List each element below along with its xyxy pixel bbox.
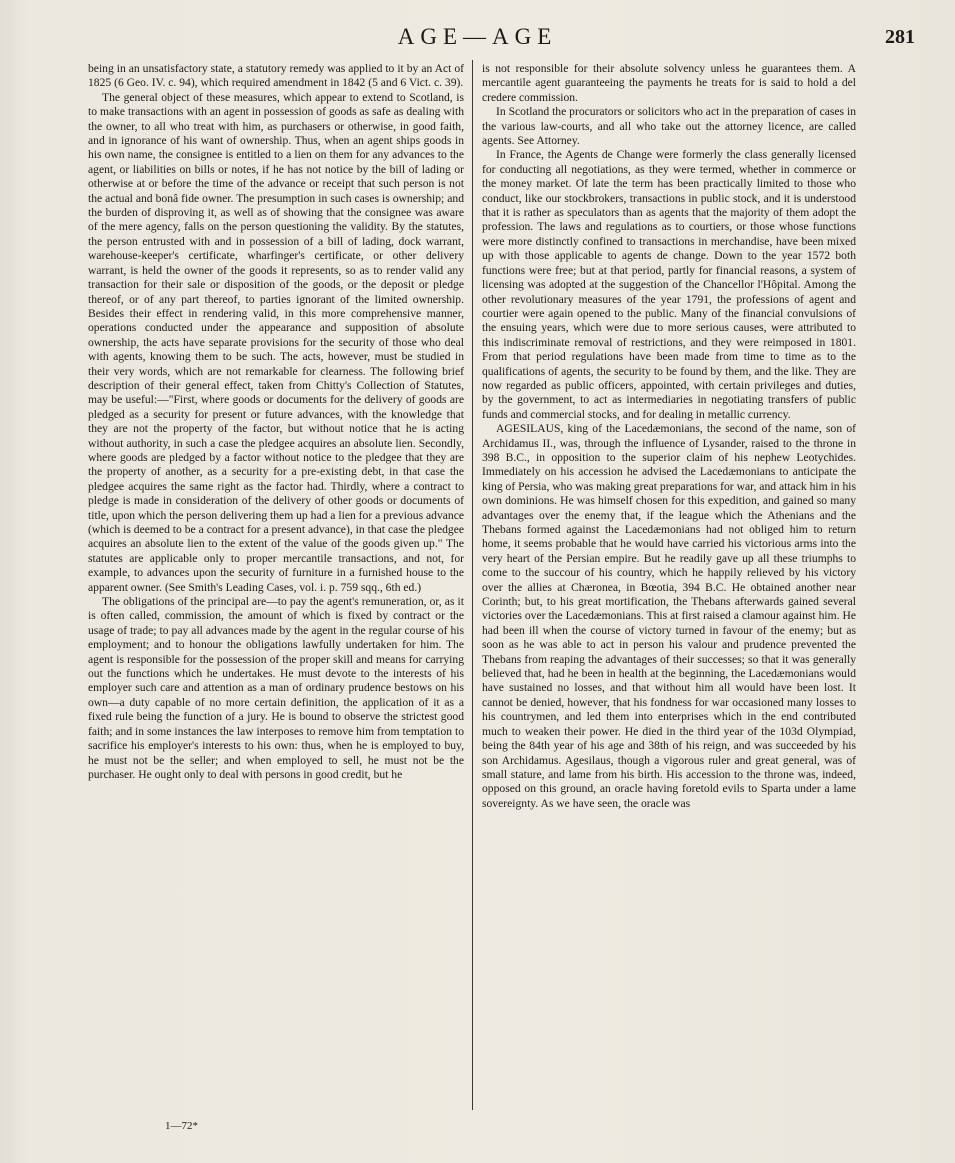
left-column bbox=[88, 62, 464, 782]
paragraph: being in an unsatisfactory state, a statutory remedy was applied to it by an Act of 1825 (6 Geo. IV. c. 94), which required amendment in 1842 (5 and 6 Vict. c. 39). bbox=[88, 62, 464, 90]
column-divider bbox=[472, 60, 473, 1110]
page-number: 281 bbox=[885, 26, 915, 48]
paragraph: In France, the Agents de Change were formerly the class generally licensed for conducting all negotiations, as they were termed, whether in commerce or the money market. Of late the term has been practically limited to those who conduct, like our stockbrokers, transactions in public stock, and it is understood that it is rather as speculators than as agents that the majority of them adopt the profession. The laws and regulations as to courtiers, or those whose functions were more distinctly confined to transactions in merchandise, have been mixed up with those applicable to agents de change. Down to the year 1572 both functions were free; but at that period, partly for financial reasons, a system of licensing was adopted at the suggestion of the Chancellor l'Hôpital. Among the other revolutionary measures of the year 1791, the professions of agent and courtier were again opened to the public. Many of the financial convulsions of the ensuing years, which were due to more serious causes, were attributed to this indiscriminate removal of restrictions, and they were reimposed in 1801. From that period regulations have been made from time to time as to the qualifications of agents, the security to be found by them, and the like. They are now regarded as public officers, appointed, with certain privileges and duties, by the government, to act as intermediaries in negotiating transfers of public funds and commercial stocks, and for dealing in metallic currency. bbox=[482, 148, 856, 421]
paragraph: The obligations of the principal are—to pay the agent's remuneration, or, as it is often called, commission, the amount of which is fixed by contract or the usage of trade; to pay all advances made by the agent in the regular course of his employment; and to honour the obligations lawfully undertaken for him. The agent is responsible for the possession of the proper skill and means for carrying out the functions which he undertakes. He must devote to the interests of his employer such care and attention as a man of ordinary prudence bestows on his own—a duty capable of no more certain definition, the application of it as a fixed rule being the function of a jury. He is bound to observe the strictest good faith; and in some instances the law interposes to remove him from temptation to sacrifice his employer's interests to his own: thus, when he is employed to buy, he must not be the seller; and when employed to sell, he must not be the purchaser. He ought only to deal with persons in good credit, but he bbox=[88, 595, 464, 781]
paragraph: In Scotland the procurators or solicitors who act in the preparation of cases in the various law-courts, and all who take out the attorney licence, are called agents. See Attorney. bbox=[482, 105, 856, 148]
paragraph: AGESILAUS, king of the Lacedæmonians, the second of the name, son of Archidamus II., was, through the influence of Lysander, raised to the throne in 398 B.C., in opposition to the superior claim of his nephew Leotychides. Immediately on his accession he advised the Lacedæmonians to anticipate the king of Persia, who was making great preparations for war, and attack him in his own dominions. He was himself chosen for this expedition, and gained so many advantages over the enemy that, if the league which the Athenians and the Thebans formed against the Lacedæmonians had not obliged him to return home, it seems probable that he would have carried his victorious arms into the very heart of the Persian empire. But he readily gave up all these triumphs to come to the succour of his country, which he happily relieved by his victory over the allies at Chæronea, in Bœotia, 394 B.C. He obtained another near Corinth; but, to his great mortification, the Thebans afterwards gained several victories over the Lacedæmonians. This at first raised a clamour against him. He had been ill when the course of victory turned in favour of the enemy; but as soon as he was able to act in person his valour and prudence prevented the Thebans from reaping the advantages of their successes; so that it was generally believed that, had he been in health at the beginning, the Lacedæmonians would have sustained no losses, and that without him all would have been lost. It cannot be denied, however, that his fondness for war occasioned many losses to his countrymen, and led them into enterprises which in the end contributed much to weaken their power. He died in the third year of the 103d Olympiad, being the 84th year of his age and 38th of his reign, and was succeeded by his son Archidamus. Agesilaus, though a vigorous ruler and great general, was of small stature, and lame from his birth. His accession to the throne was, indeed, opposed on this ground, an oracle having foretold evils to Sparta under a lame sovereignty. As we have seen, the oracle was bbox=[482, 422, 856, 810]
paragraph: is not responsible for their absolute solvency unless he guarantees them. A mercantile agent guaranteeing the payments he treats for is said to hold a del credere commission. bbox=[482, 62, 856, 104]
running-head: AGE—AGE bbox=[397, 24, 558, 49]
paragraph: The general object of these measures, which appear to extend to Scotland, is to make transactions with an agent in possession of goods as safe as dealing with the owner, to all who treat with him, as purchasers or otherwise, in good faith, and in ignorance of his want of ownership. Thus, when an agent ships goods in his own name, the consignee is entitled to a lien on them for any advances to the agent, or liabilities on bills or notes, if he has not notice by the bill of lading or otherwise at or before the time of the advance or receipt that such person is not the actual and bonâ fide owner. The presumption in such cases is ownership; and the burden of disproving it, as well as of showing that the consignee was aware of the mere agency, falls on the person questioning the validity. By the statutes, the person entrusted with and in possession of a bill of lading, dock warrant, warehouse-keeper's certificate, wharfinger's certificate, or other delivery warrant, is held the owner of the goods it represents, so as to render valid any transaction for their sale or disposition of the goods, or the deposit or pledge thereof, or of any part thereof, to parties ignorant of the limited ownership. Besides their effect in rendering valid, in this more comprehensive manner, operations conducted under the appearance and supposition of absolute ownership, the acts have separate provisions for the security of those who deal with agents, knowing them to be such. The acts, however, must be studied in their very words, which are not remarkable for clearness. The following brief description of their general effect, taken from Chitty's Collection of Statutes, may be useful:—"First, where goods or documents for the delivery of goods are pledged as a security for present or future advances, with the knowledge that they are not the property of the factor, but without notice that he is acting without authority, in such a case the pledgee acquires an absolute lien. Secondly, where goods are pledged by a factor without notice to the pledgee that they are the property of another, as a security for a pre-existing debt, in that case the pledgee acquires the same right as the factor had. Thirdly, where a contract to pledge is made in consideration of the delivery of other goods or documents of title, upon which the person delivering them up had a lien for a previous advance (which is deemed to be a contract for a present advance), in that case the pledgee acquires an absolute lien to the extent of the value of the goods given up." The statutes are applicable only to proper mercantile transactions, and not, for example, to advances upon the security of furniture in a furnished house to the apparent owner. (See Smith's Leading Cases, vol. i. p. 759 sqq., 6th ed.) bbox=[88, 90, 464, 594]
signature-mark: 1—72* bbox=[165, 1120, 198, 1132]
right-column bbox=[482, 62, 856, 811]
